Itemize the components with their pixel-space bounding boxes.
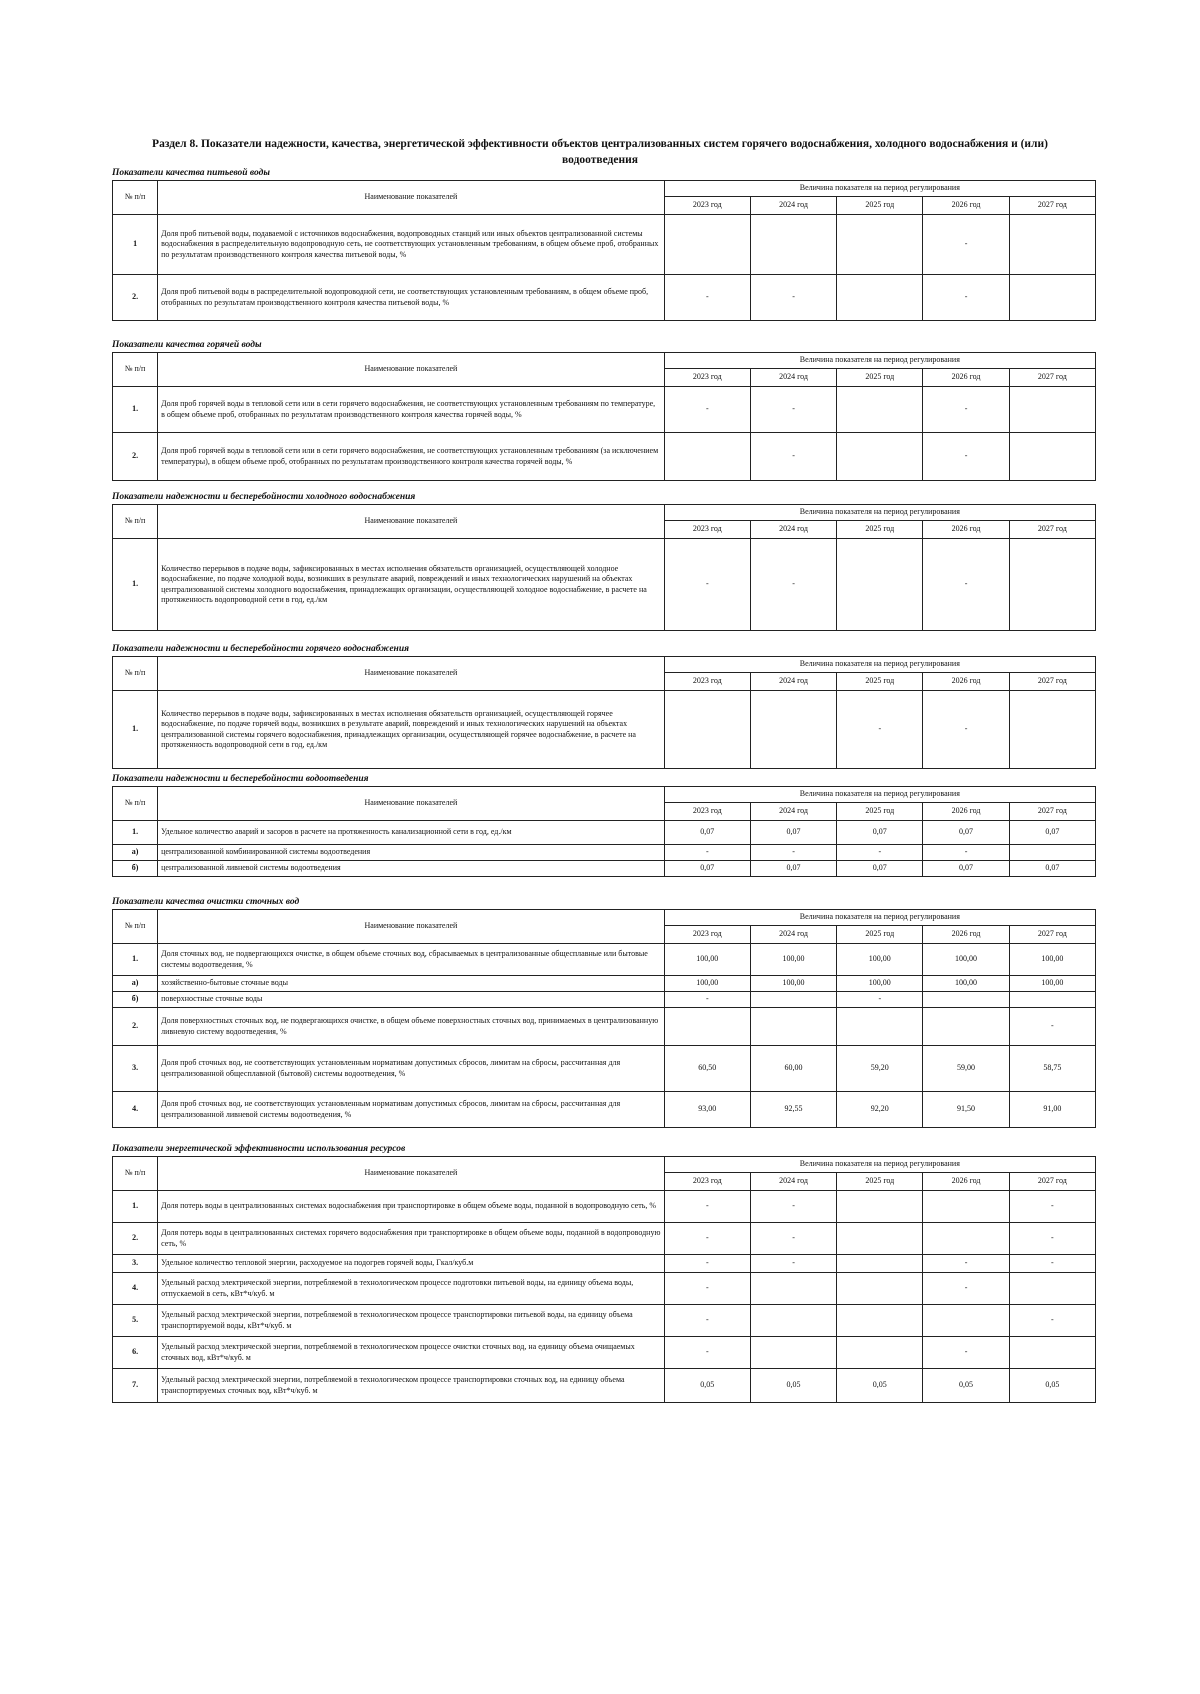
indicator-value: 59,20 (837, 1046, 923, 1092)
table-row (113, 387, 1096, 433)
indicator-value: 100,00 (750, 944, 836, 976)
indicator-value: - (664, 845, 750, 861)
header-year: 2025 год (837, 926, 923, 944)
header-year: 2024 год (750, 673, 836, 691)
indicator-value (837, 1191, 923, 1223)
indicator-value (923, 1191, 1009, 1223)
indicator-name: централизованной ливневой системы водоотведения (158, 861, 665, 877)
indicator-value (837, 1305, 923, 1337)
header-year: 2027 год (1009, 803, 1095, 821)
indicator-table (112, 656, 1096, 769)
indicator-value: - (837, 691, 923, 769)
indicator-value: - (664, 1191, 750, 1223)
indicator-value: - (750, 275, 836, 321)
indicator-name: Доля проб сточных вод, не соответствующих установленным нормативам допустимых сбросов, лимитам на сбросы, рассчитанная для централизованной общесплавной (бытовой) системы водоотведения, % (158, 1046, 665, 1092)
indicator-section (112, 490, 1096, 631)
indicator-value (1009, 433, 1095, 481)
header-row (113, 505, 1096, 521)
indicator-name: Доля проб питьевой воды, подаваемой с источников водоснабжения, водопроводных станций или иных объектов централизованной системы водоснабжения в распределительную водопроводную сеть, не соответствующих установленным требованиям, в общем объеме проб, отобранных по результатам производственного контроля качества питьевой воды, % (158, 215, 665, 275)
header-year: 2025 год (837, 803, 923, 821)
row-number: 2. (113, 433, 158, 481)
table-row (113, 539, 1096, 631)
section-heading: Показатели надежности и бесперебойности водоотведения (112, 774, 369, 784)
indicator-value: - (750, 1191, 836, 1223)
indicator-value (923, 1305, 1009, 1337)
indicator-value (1009, 1337, 1095, 1369)
table-row (113, 433, 1096, 481)
indicator-name: Доля проб горячей воды в тепловой сети или в сети горячего водоснабжения, не соответствующих установленным требованиям по температуре, в общем объеме проб, отобранных по результатам производственного контроля качества горячей воды, % (158, 387, 665, 433)
header-period-group: Величина показателя на период регулирования (664, 787, 1095, 803)
indicator-value (750, 1305, 836, 1337)
indicator-value: - (664, 1305, 750, 1337)
indicator-value (750, 1337, 836, 1369)
header-period-group: Величина показателя на период регулирования (664, 657, 1095, 673)
header-year: 2026 год (923, 197, 1009, 215)
indicator-value (923, 992, 1009, 1008)
indicator-value: 0,05 (1009, 1369, 1095, 1403)
row-number: 3. (113, 1046, 158, 1092)
table-row (113, 861, 1096, 877)
row-number: 1. (113, 539, 158, 631)
header-num: № п/п (113, 657, 158, 691)
indicator-value: - (664, 275, 750, 321)
header-period-group: Величина показателя на период регулирования (664, 1157, 1095, 1173)
table-row (113, 1369, 1096, 1403)
indicator-value: - (837, 845, 923, 861)
header-year: 2024 год (750, 369, 836, 387)
header-row (113, 353, 1096, 369)
header-row (113, 181, 1096, 197)
indicator-section (112, 895, 1096, 1128)
indicator-value: - (664, 1223, 750, 1255)
table-row (113, 992, 1096, 1008)
indicator-value: 0,07 (664, 821, 750, 845)
row-number: 4. (113, 1092, 158, 1128)
indicator-value: - (750, 387, 836, 433)
section-heading: Показатели надежности и бесперебойности горячего водоснабжения (112, 644, 410, 654)
header-year: 2024 год (750, 521, 836, 539)
indicator-value: 59,00 (923, 1046, 1009, 1092)
indicator-name: Удельный расход электрической энергии, потребляемой в технологическом процессе подготовки питьевой воды, на единицу объема воды, отпускаемой в сеть, кВт*ч/куб. м (158, 1273, 665, 1305)
indicator-value: 0,07 (664, 861, 750, 877)
indicator-value: - (923, 539, 1009, 631)
indicator-value: - (664, 387, 750, 433)
row-number: б) (113, 992, 158, 1008)
row-number: 7. (113, 1369, 158, 1403)
header-year: 2024 год (750, 926, 836, 944)
indicator-value: - (1009, 1191, 1095, 1223)
header-period-group: Величина показателя на период регулирования (664, 910, 1095, 926)
indicator-name: Удельное количество тепловой энергии, расходуемое на подогрев горячей воды, Гкал/куб.м (158, 1255, 665, 1273)
indicator-value: 0,07 (923, 861, 1009, 877)
indicator-value: 0,07 (750, 821, 836, 845)
indicator-value: 100,00 (837, 976, 923, 992)
indicator-value (1009, 275, 1095, 321)
header-year: 2023 год (664, 803, 750, 821)
header-year: 2027 год (1009, 1173, 1095, 1191)
header-year: 2023 год (664, 926, 750, 944)
header-name: Наименование показателей (158, 181, 665, 215)
indicator-table (112, 786, 1096, 877)
header-period-group: Величина показателя на период регулирования (664, 505, 1095, 521)
header-num: № п/п (113, 910, 158, 944)
table-row (113, 1255, 1096, 1273)
header-year: 2023 год (664, 673, 750, 691)
indicator-name: Количество перерывов в подаче воды, зафиксированных в местах исполнения обязательств организацией, осуществляющей горячее водоснабжение, по подаче горячей воды, возникших в результате аварий, повреждений и иных технологических нарушений на объектах централизованной системы горячего водоснабжения, принадлежащих организации, осуществляющей горячее водоснабжение, в расчете на протяженность водопроводной сети в год, ед./км (158, 691, 665, 769)
indicator-value (837, 539, 923, 631)
header-num: № п/п (113, 181, 158, 215)
header-row (113, 787, 1096, 803)
indicator-value (837, 1008, 923, 1046)
header-num: № п/п (113, 353, 158, 387)
indicator-value: - (923, 275, 1009, 321)
table-row (113, 821, 1096, 845)
indicator-value: 100,00 (1009, 944, 1095, 976)
indicator-value: - (1009, 1305, 1095, 1337)
indicator-value: - (923, 691, 1009, 769)
header-year: 2026 год (923, 926, 1009, 944)
indicator-value (837, 1337, 923, 1369)
indicator-value: - (1009, 1255, 1095, 1273)
indicator-value: - (1009, 1008, 1095, 1046)
indicator-value: 100,00 (664, 976, 750, 992)
indicator-value: 0,07 (750, 861, 836, 877)
indicator-section (112, 772, 1096, 877)
header-year: 2025 год (837, 369, 923, 387)
row-number: 2. (113, 1223, 158, 1255)
header-year: 2027 год (1009, 673, 1095, 691)
indicator-table (112, 180, 1096, 321)
indicator-value (1009, 387, 1095, 433)
indicator-value (750, 1008, 836, 1046)
indicator-name: Доля проб питьевой воды в распределительной водопроводной сети, не соответствующих установленным требованиям, в общем объеме проб, отобранных по результатам производственного контроля качества питьевой воды, % (158, 275, 665, 321)
indicator-name: хозяйственно-бытовые сточные воды (158, 976, 665, 992)
table-row (113, 1223, 1096, 1255)
indicator-value: 100,00 (664, 944, 750, 976)
indicator-value: 58,75 (1009, 1046, 1095, 1092)
indicator-value (837, 433, 923, 481)
indicator-value (1009, 992, 1095, 1008)
indicator-table (112, 352, 1096, 481)
indicator-value: 92,55 (750, 1092, 836, 1128)
indicator-value: - (750, 1223, 836, 1255)
header-num: № п/п (113, 787, 158, 821)
indicator-value: - (923, 845, 1009, 861)
indicator-value (837, 1223, 923, 1255)
table-row (113, 1008, 1096, 1046)
indicator-value (750, 1273, 836, 1305)
header-name: Наименование показателей (158, 787, 665, 821)
header-year: 2027 год (1009, 521, 1095, 539)
header-year: 2026 год (923, 673, 1009, 691)
indicator-value: 100,00 (923, 944, 1009, 976)
indicator-value: 0,05 (837, 1369, 923, 1403)
header-name: Наименование показателей (158, 353, 665, 387)
indicator-name: Удельный расход электрической энергии, потребляемой в технологическом процессе транспортировки питьевой воды, на единицу объема транспортируемой воды, кВт*ч/куб. м (158, 1305, 665, 1337)
row-number: а) (113, 845, 158, 861)
indicator-name: поверхностные сточные воды (158, 992, 665, 1008)
row-number: б) (113, 861, 158, 877)
indicator-name: Доля потерь воды в централизованных системах водоснабжения при транспортировке в общем объеме воды, поданной в водопроводную сеть, % (158, 1191, 665, 1223)
indicator-name: Доля сточных вод, не подвергающихся очистке, в общем объеме сточных вод, сбрасываемых в централизованные общесплавные или бытовые системы водоотведения, % (158, 944, 665, 976)
indicator-value (750, 992, 836, 1008)
indicator-value: - (664, 1255, 750, 1273)
indicator-value (837, 215, 923, 275)
indicator-value: 0,07 (837, 861, 923, 877)
indicator-value (1009, 215, 1095, 275)
indicator-table (112, 504, 1096, 631)
indicator-value: 0,07 (1009, 861, 1095, 877)
row-number: 1. (113, 1191, 158, 1223)
row-number: 1. (113, 821, 158, 845)
header-row (113, 657, 1096, 673)
header-year: 2024 год (750, 1173, 836, 1191)
section-heading: Показатели надежности и бесперебойности холодного водоснабжения (112, 492, 416, 502)
row-number: 2. (113, 275, 158, 321)
header-num: № п/п (113, 505, 158, 539)
indicator-value: 92,20 (837, 1092, 923, 1128)
indicator-name: Доля поверхностных сточных вод, не подвергающихся очистке, в общем объеме поверхностных сточных вод, принимаемых в централизованную ливневую систему водоотведения, % (158, 1008, 665, 1046)
indicator-value (664, 691, 750, 769)
header-num: № п/п (113, 1157, 158, 1191)
indicator-value (923, 1008, 1009, 1046)
indicator-section (112, 166, 1096, 321)
indicator-name: Доля проб горячей воды в тепловой сети или в сети горячего водоснабжения, не соответствующих установленным требованиям (за исключением температуры), в общем объеме проб, отобранных по результатам производственного контроля качества горячей воды, % (158, 433, 665, 481)
indicator-value: 91,00 (1009, 1092, 1095, 1128)
header-year: 2024 год (750, 803, 836, 821)
header-year: 2024 год (750, 197, 836, 215)
indicator-name: Удельное количество аварий и засоров в расчете на протяженность канализационной сети в год, ед./км (158, 821, 665, 845)
row-number: 3. (113, 1255, 158, 1273)
header-year: 2027 год (1009, 926, 1095, 944)
indicator-value (837, 1255, 923, 1273)
indicator-value: 0,05 (750, 1369, 836, 1403)
indicator-value: - (923, 215, 1009, 275)
section-heading: Показатели качества питьевой воды (112, 168, 270, 178)
indicator-value: - (750, 539, 836, 631)
indicator-value (837, 275, 923, 321)
indicator-value (750, 691, 836, 769)
indicator-section (112, 338, 1096, 481)
header-name: Наименование показателей (158, 657, 665, 691)
indicator-table (112, 1156, 1096, 1403)
indicator-table (112, 909, 1096, 1128)
header-year: 2027 год (1009, 197, 1095, 215)
header-year: 2026 год (923, 369, 1009, 387)
indicator-value: 0,07 (837, 821, 923, 845)
header-period-group: Величина показателя на период регулирования (664, 353, 1095, 369)
indicator-value: - (664, 539, 750, 631)
row-number: а) (113, 976, 158, 992)
table-row (113, 845, 1096, 861)
header-period-group: Величина показателя на период регулирования (664, 181, 1095, 197)
section-heading: Показатели качества горячей воды (112, 340, 262, 350)
indicator-value: 100,00 (750, 976, 836, 992)
header-year: 2023 год (664, 197, 750, 215)
indicator-value: - (923, 387, 1009, 433)
table-row (113, 1273, 1096, 1305)
indicator-section (112, 1142, 1096, 1403)
indicator-value: - (923, 1255, 1009, 1273)
table-row (113, 691, 1096, 769)
section-heading: Показатели энергетической эффективности использования ресурсов (112, 1144, 406, 1154)
row-number: 5. (113, 1305, 158, 1337)
header-year: 2023 год (664, 1173, 750, 1191)
header-row (113, 910, 1096, 926)
indicator-value: - (664, 1337, 750, 1369)
header-year: 2023 год (664, 369, 750, 387)
indicator-value: 0,07 (1009, 821, 1095, 845)
indicator-value: - (750, 1255, 836, 1273)
table-row (113, 1046, 1096, 1092)
table-row (113, 1092, 1096, 1128)
table-row (113, 1305, 1096, 1337)
indicator-value: - (750, 433, 836, 481)
indicator-value: - (837, 992, 923, 1008)
table-row (113, 944, 1096, 976)
indicator-value: 100,00 (1009, 976, 1095, 992)
table-row (113, 1337, 1096, 1369)
indicator-value: 60,00 (750, 1046, 836, 1092)
header-year: 2025 год (837, 521, 923, 539)
header-year: 2026 год (923, 1173, 1009, 1191)
indicator-value (837, 1273, 923, 1305)
indicator-value (1009, 539, 1095, 631)
indicator-name: Доля проб сточных вод, не соответствующих установленным нормативам допустимых сбросов, лимитам на сбросы, рассчитанная для централизованной ливневой системы водоотведения, % (158, 1092, 665, 1128)
table-row (113, 275, 1096, 321)
header-year: 2027 год (1009, 369, 1095, 387)
indicator-value (664, 1008, 750, 1046)
header-row (113, 1157, 1096, 1173)
document-title: Раздел 8. Показатели надежности, качества, энергетической эффективности объектов централизованных систем горячего водоснабжения, холодного водоснабжения и (или) водоотведения (152, 138, 1048, 166)
row-number: 1. (113, 944, 158, 976)
indicator-value: 0,07 (923, 821, 1009, 845)
indicator-value: 100,00 (923, 976, 1009, 992)
header-name: Наименование показателей (158, 505, 665, 539)
indicator-value: - (750, 845, 836, 861)
table-row (113, 1191, 1096, 1223)
indicator-name: Удельный расход электрической энергии, потребляемой в технологическом процессе транспортировки сточных вод, на единицу объема транспортируемых сточных вод, кВт*ч/куб. м (158, 1369, 665, 1403)
indicator-value: 100,00 (837, 944, 923, 976)
indicator-value: - (1009, 1223, 1095, 1255)
indicator-value: 0,05 (923, 1369, 1009, 1403)
header-year: 2025 год (837, 1173, 923, 1191)
indicator-value (1009, 845, 1095, 861)
row-number: 6. (113, 1337, 158, 1369)
indicator-name: централизованной комбинированной системы водоотведения (158, 845, 665, 861)
indicator-value: 60,50 (664, 1046, 750, 1092)
indicator-value (750, 215, 836, 275)
indicator-value: - (664, 992, 750, 1008)
indicator-value: - (923, 1337, 1009, 1369)
indicator-value: 0,05 (664, 1369, 750, 1403)
header-year: 2026 год (923, 521, 1009, 539)
row-number: 4. (113, 1273, 158, 1305)
indicator-value (664, 433, 750, 481)
indicator-value (1009, 691, 1095, 769)
row-number: 1. (113, 691, 158, 769)
indicator-name: Доля потерь воды в централизованных системах горячего водоснабжения при транспортировке в общем объеме воды, поданной в водопроводную сеть, % (158, 1223, 665, 1255)
row-number: 1. (113, 387, 158, 433)
indicator-value (923, 1223, 1009, 1255)
header-year: 2026 год (923, 803, 1009, 821)
header-year: 2025 год (837, 197, 923, 215)
row-number: 1 (113, 215, 158, 275)
indicator-value: 91,50 (923, 1092, 1009, 1128)
row-number: 2. (113, 1008, 158, 1046)
header-year: 2025 год (837, 673, 923, 691)
header-name: Наименование показателей (158, 910, 665, 944)
header-year: 2023 год (664, 521, 750, 539)
indicator-value: 93,00 (664, 1092, 750, 1128)
header-name: Наименование показателей (158, 1157, 665, 1191)
indicator-name: Удельный расход электрической энергии, потребляемой в технологическом процессе очистки сточных вод, на единицу объема очищаемых сточных вод, кВт*ч/куб. м (158, 1337, 665, 1369)
table-row (113, 976, 1096, 992)
indicator-section (112, 642, 1096, 769)
indicator-value: - (923, 433, 1009, 481)
table-row (113, 215, 1096, 275)
indicator-value (664, 215, 750, 275)
indicator-value (1009, 1273, 1095, 1305)
indicator-value: - (664, 1273, 750, 1305)
indicator-name: Количество перерывов в подаче воды, зафиксированных в местах исполнения обязательств организацией, осуществляющей холодное водоснабжение, по подаче холодной воды, возникших в результате аварий, повреждений и иных технологических нарушений на объектах централизованной системы холодного водоснабжения, принадлежащих организации, осуществляющей холодное водоснабжение, в расчете на протяженность водопроводной сети в год, ед./км (158, 539, 665, 631)
section-heading: Показатели качества очистки сточных вод (112, 897, 300, 907)
indicator-value (837, 387, 923, 433)
indicator-value: - (923, 1273, 1009, 1305)
